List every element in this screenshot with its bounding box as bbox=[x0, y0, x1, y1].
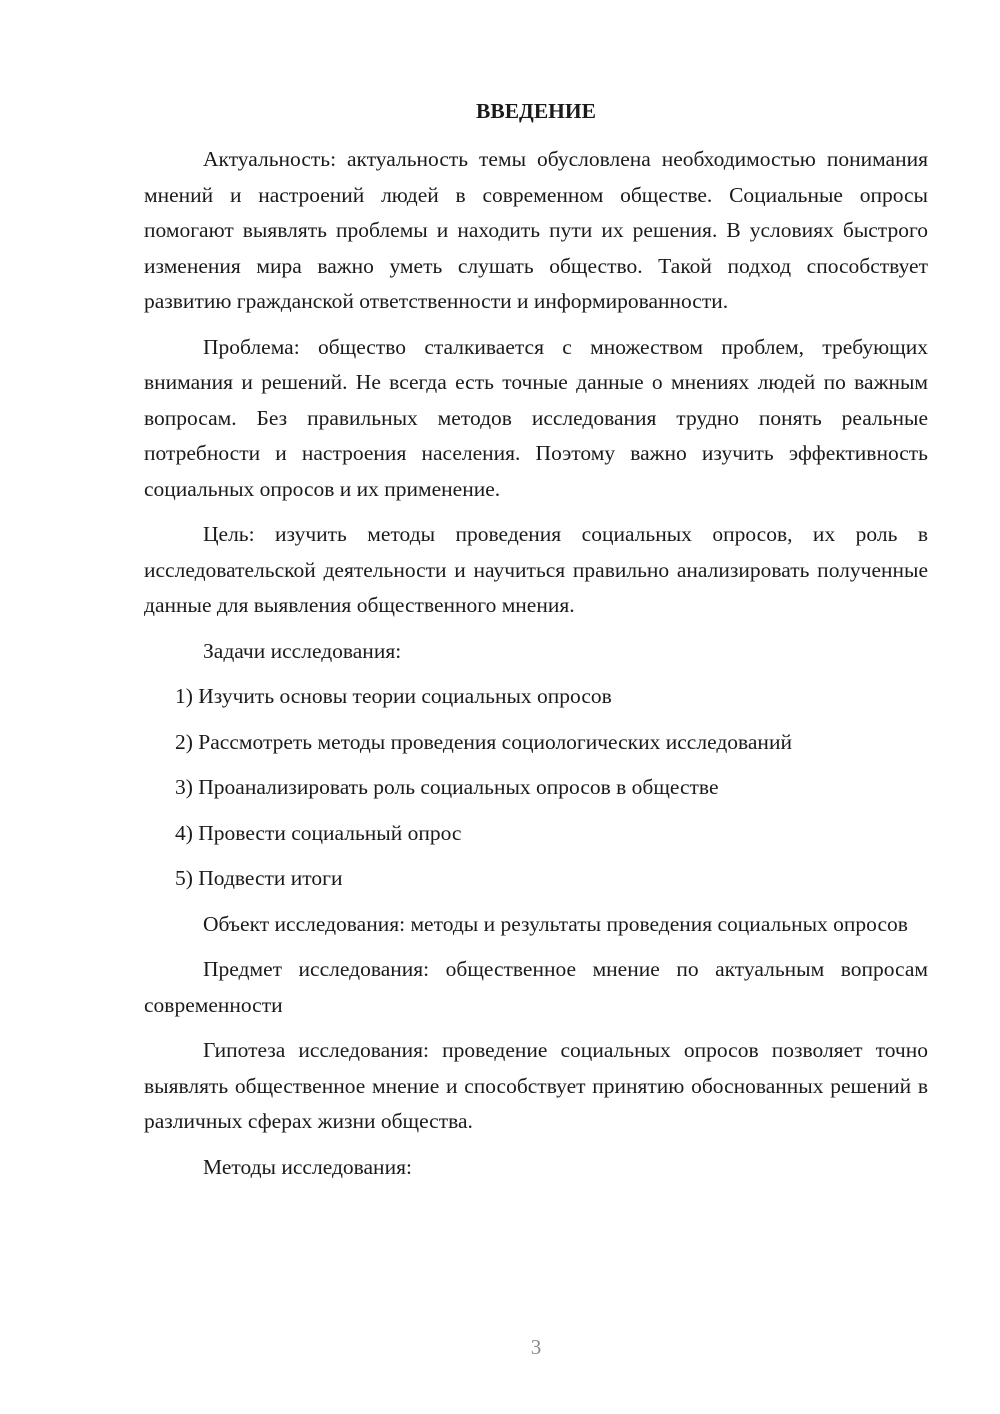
paragraph-hypothesis: Гипотеза исследования: проведение социальных опросов позволяет точно выявлять общественное мнение и способствует принятию обоснованных решений в различных сферах жизни общества. bbox=[144, 1038, 928, 1133]
list-item: 1) Изучить основы теории социальных опросов bbox=[175, 684, 612, 708]
paragraph-problem: Проблема: общество сталкивается с множеством проблем, требующих внимания и решений. Не всегда есть точные данные о мнениях людей по важным вопросам. Без правильных методов исследования трудно понять реальные потребности и настроения населения. Поэтому важно изучить эффективность социальных опросов и их применение. bbox=[144, 334, 928, 501]
list-item: 5) Подвести итоги bbox=[175, 866, 343, 890]
list-item: 3) Проанализировать роль социальных опросов в обществе bbox=[175, 775, 719, 799]
list-item: 4) Провести социальный опрос bbox=[175, 820, 462, 845]
paragraph-object: Объект исследования: методы и результаты проведения социальных опросов bbox=[203, 911, 908, 936]
list-item: 2) Рассмотреть методы проведения социологических исследований bbox=[175, 729, 792, 754]
document-page bbox=[144, 0, 928, 1414]
paragraph-goal: Цель: изучить методы проведения социальных опросов, их роль в исследовательской деятельности и научиться правильно анализировать полученные данные для выявления общественного мнения. bbox=[144, 522, 928, 617]
paragraph-relevance: Актуальность: актуальность темы обусловлена необходимостью понимания мнений и настроений людей в современном обществе. Социальные опросы помогают выявлять проблемы и находить пути их решения. В условиях быстрого изменения мира важно уметь слушать общество. Такой подход способствует развитию гражданской ответственности и информированности. bbox=[144, 147, 928, 313]
methods-heading: Методы исследования: bbox=[203, 1154, 412, 1179]
tasks-list bbox=[144, 679, 928, 897]
tasks-heading: Задачи исследования: bbox=[203, 638, 402, 663]
paragraph-subject: Предмет исследования: общественное мнение по актуальным вопросам современности bbox=[144, 957, 928, 1017]
page-number: 3 bbox=[530, 1335, 542, 1359]
document-body bbox=[144, 142, 928, 1195]
page-title: ВВЕДЕНИЕ bbox=[476, 99, 596, 123]
